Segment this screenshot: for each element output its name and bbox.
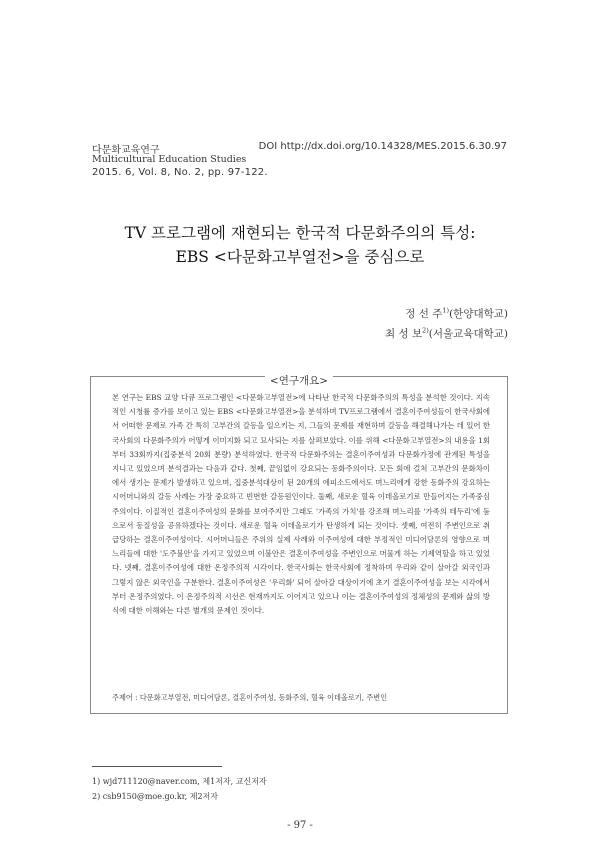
abstract-box	[90, 376, 508, 714]
keywords: 주제어 : 다문화고부열전, 미디어담론, 결혼이주여성, 동화주의, 혈육 이데올로기, 주변인	[112, 693, 388, 702]
author-affiliation: (한양대학교)	[449, 308, 508, 320]
doi-link[interactable]: DOI http://dx.doi.org/10.14328/MES.2015.6.30.97	[258, 141, 507, 152]
author-affiliation: (서울교육대학교)	[428, 328, 508, 340]
footnote-divider	[92, 766, 222, 767]
journal-volume-info: 2015. 6, Vol. 8, No. 2, pp. 97-122.	[92, 167, 268, 178]
paper-title-line-1: TV 프로그램에 재현되는 한국적 다문화주의의 특성:	[124, 224, 476, 242]
author-2	[385, 326, 508, 341]
paper-title-line-2: EBS <다문화고부열전>을 중심으로	[175, 248, 425, 266]
footnote-1: 1) wjd711120@naver.com, 제1저자, 교신저자	[92, 777, 267, 786]
page-number: - 97 -	[287, 820, 313, 831]
footnote-2: 2) csb9150@moe.go.kr, 제2저자	[92, 792, 218, 801]
abstract-heading	[91, 369, 507, 388]
footnote-mark: 1)	[442, 306, 450, 315]
footnote-mark: 2)	[422, 326, 429, 335]
journal-name-english: Multicultural Education Studies	[92, 154, 247, 165]
author-1	[405, 306, 508, 321]
author-name: 최 성 보	[385, 328, 423, 340]
author-name: 정 선 주	[405, 308, 443, 320]
journal-name-korean: 다문화교육연구	[92, 145, 160, 156]
abstract-body: 본 연구는 EBS 교양 다큐 프로그램인 <다문화고부열전>에 나타난 한국적 다문화주의의 특성을 분석한 것이다. 지속적인 시청률 증가를 보이고 있는 EBS <다문화고부열전>을 분석하며 TV프로그램에서 결혼이주여성들이 한국사회에서 어떠한 문제로 가족 간 특히 고부간의 갈등을 일으키는 지, 그들의 문제를 재현하며 갈등을 해결해나가는 데 있어 한국사회의 다문화주의가 어떻게 이미지화 되고 묘사되는 지를 살펴보았다. 이를 위해 <다문화고부열전>의 내용을 1회부터 33회까지(집중분석 20회 분량) 분석하였다. 한국적 다문화주의는 결혼이주여성과 다문화가정에 관계된 특성을 지니고 있었으며 분석결과는 다음과 같다. 첫째, 끝임없이 강요되는 동화주의이다. 모든 회에 걸쳐 고부간의 문화차이에서 생기는 문제가 발생하고 있으며, 집중분석대상이 된 20개의 에피소드에서도 며느리에게 강한 동화주의 강요하는 시어머니와의 갈등 사례는 가장 중요하고 빈번한 갈등원인이다. 둘째, 새로운 혈육 이데올로기로 만들어지는 가족중심주의이다. 이질적인 결혼이주여성의 문화를 보여주지만 그래도 '가족의 가치'를 강조해 며느리를 '가족의 테두리'에 둠으로서 동질성을 공유하겠다는 것이다. 새로운 혈육 이데올로기가 탄생하게 되는 것이다. 셋째, 여전히 주변인으로 취급당하는 결혼이주여성이다. 시어머니들은 주위의 실제 사례와 이주여성에 대한 부정적인 미디어담론의 영향으로 며느리들에 대한 '도주불안'을 가지고 있었으며 이불안은 결혼이주여성을 주변인으로 머물게 하는 기제역할을 하고 있었다. 넷째, 결혼이주여성에 대한 온정주의적 시각이다. 한국사회는 한국사회에 정착하며 우리와 같이 살아갈 외국인과 그렇지 않은 외국인을 구분한다. 결혼이주여성은 '우리화' 되어 살아갈 대상이기에 초기 결혼이주여성을 보는 시각에서부터 온정주의였다. 이 온정주의적 시선은 현재까지도 이어지고 있으나 이는 결혼이주여성의 정체성의 문제와 삶의 방식에 대한 이해와는 다른 별개의 문제인 것이다.	[112, 393, 490, 616]
abstract-heading-label: <연구개요>	[265, 375, 333, 387]
